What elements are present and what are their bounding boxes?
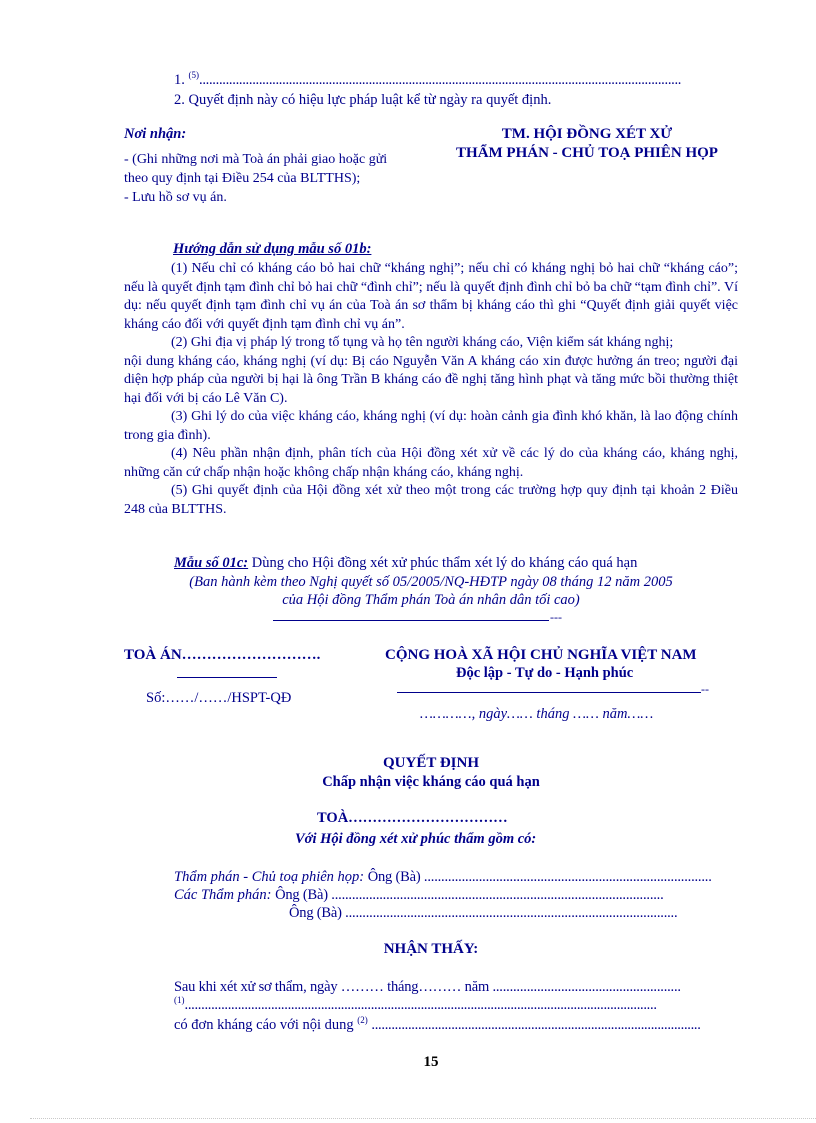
finding-line-1b: [174, 995, 657, 1014]
court-name: TOÀ ÁN……………………….: [124, 647, 321, 663]
item-1: [174, 70, 681, 89]
finding-line-1: Sau khi xét xử sơ thẩm, ngày ……… tháng……… năm .......................................................: [174, 979, 681, 995]
presiding-judge-label: Thẩm phán - Chủ toạ phiên họp:: [174, 869, 365, 885]
motto: Độc lập - Tự do - Hạnh phúc: [456, 665, 634, 681]
signature-line-1: TM. HỘI ĐỒNG XÉT XỬ: [501, 126, 673, 142]
recipients-line-1: - (Ghi những nơi mà Toà án phải giao hoặc gửi: [124, 152, 388, 167]
finding-line-2: [174, 1015, 701, 1034]
recipients-title: Nơi nhận:: [124, 126, 187, 142]
signature-block: [456, 125, 718, 163]
document-number: Số:……/……/HSPT-QĐ: [146, 690, 292, 706]
finding-2-text: có đơn kháng cáo với nội dung: [174, 1016, 354, 1033]
guide-p1: (1) Nếu chỉ có kháng cáo bỏ hai chữ “kháng nghị”; nếu chỉ có kháng nghị bỏ hai chữ “kháng cáo”; nếu là quyết định tạm đình chỉ bỏ hai chữ “đình chỉ”; nếu là quyết định đình chỉ bỏ ba chữ “tạm đình chỉ”. Ví dụ: nếu quyết định tạm đình chỉ vụ án của Toà án sơ thẩm bị kháng cáo thì ghi “Quyết định giải quyết việc kháng cáo đối với quyết định tạm đình chỉ vụ án”.: [124, 261, 738, 332]
guide-body: [124, 260, 738, 519]
judges-label: Các Thẩm phán:: [174, 887, 272, 903]
guide-p2a: (2) Ghi địa vị pháp lý trong tố tụng và họ tên người kháng cáo, Viện kiểm sát kháng nghị;: [171, 335, 674, 350]
presiding-judge-value: Ông (Bà) ....................................................................................: [367, 869, 712, 885]
page-number: 15: [423, 1054, 439, 1070]
panel-heading: Với Hội đồng xét xử phúc thẩm gồm có:: [295, 831, 537, 847]
recipients-line-2: theo quy định tại Điều 254 của BLTTHS);: [124, 171, 361, 186]
item-2: 2. Quyết định này có hiệu lực pháp luật kể từ ngày ra quyết định.: [174, 92, 552, 108]
court-underline: [177, 677, 277, 678]
decision-subtitle: Chấp nhận việc kháng cáo quá hạn: [322, 774, 540, 790]
presiding-judge-row: [174, 869, 712, 886]
finding-2-sup: (2): [357, 1015, 368, 1025]
guide-p3: (3) Ghi lý do của việc kháng cáo, kháng nghị (ví dụ: hoàn cảnh gia đình khó khăn, là lao động chính trong gia đình).: [124, 409, 738, 443]
signature-line-2: THẨM PHÁN - CHỦ TOẠ PHIÊN HỌP: [456, 145, 718, 161]
item-1-dots: .................................................................................................................................................: [199, 71, 682, 88]
finding-1-dots: ..............................................................................................................................................: [184, 996, 657, 1013]
finding-title: NHẬN THẤY:: [383, 941, 479, 957]
guide-p5: (5) Ghi quyết định của Hội đồng xét xử theo một trong các trường hợp quy định tại khoản 2 Điều 248 của BLTTHS.: [124, 483, 738, 517]
date-line: …………, ngày…… tháng …… năm……: [420, 706, 654, 722]
form-01c-divider: [273, 620, 549, 621]
decision-court: TOÀ……………………………: [317, 810, 508, 826]
recipients-line-3: - Lưu hồ sơ vụ án.: [124, 190, 227, 205]
republic-title: CỘNG HOÀ XÃ HỘI CHỦ NGHĨA VIỆT NAM: [385, 647, 697, 663]
form-01c-note-1: (Ban hành kèm theo Nghị quyết số 05/2005/NQ-HĐTP ngày 08 tháng 12 năm 2005: [189, 574, 673, 590]
item-1-sup: (5): [188, 70, 199, 80]
form-01c-label: Mẫu số 01c:: [174, 555, 249, 571]
form-01c-desc: Dùng cho Hội đồng xét xử phúc thẩm xét lý do kháng cáo quá hạn: [251, 555, 638, 571]
motto-underline-tail: --: [701, 682, 709, 696]
guide-p4: (4) Nêu phần nhận định, phân tích của Hội đồng xét xử về các lý do của kháng cáo, kháng nghị, những căn cứ chấp nhận hoặc không chấp nhận kháng cáo, kháng nghị.: [124, 446, 738, 480]
finding-2-dots: ...................................................................................................: [371, 1016, 701, 1033]
motto-underline: [397, 692, 701, 693]
item-1-prefix: 1.: [174, 71, 185, 88]
finding-1-sup: (1): [174, 995, 185, 1005]
guide-p2b: nội dung kháng cáo, kháng nghị (ví dụ: Bị cáo Nguyễn Văn A kháng cáo xin được hưởng án treo; người đại diện hợp pháp của người bị hại là ông Trần B kháng cáo đề nghị tăng hình phạt và tăng mức bồi thường thiệt hại đối với bị cáo Lê Văn C).: [124, 353, 738, 406]
form-01c-line: [174, 555, 637, 572]
decision-title: QUYẾT ĐỊNH: [383, 755, 479, 771]
guide-title: Hướng dẫn sử dụng mẫu số 01b:: [173, 241, 372, 257]
judges-row-1: [174, 887, 664, 904]
form-01c-divider-tail: ---: [550, 610, 562, 624]
page-bottom-border: [30, 1118, 816, 1119]
form-01c-note-2: của Hội đồng Thẩm phán Toà án nhân dân tối cao): [282, 592, 580, 608]
judge-2-value: Ông (Bà) .................................................................................................: [289, 905, 678, 921]
judges-row-2: [289, 905, 677, 922]
recipients-block: [124, 150, 406, 207]
judge-1-value: Ông (Bà) .................................................................................................: [275, 887, 664, 903]
